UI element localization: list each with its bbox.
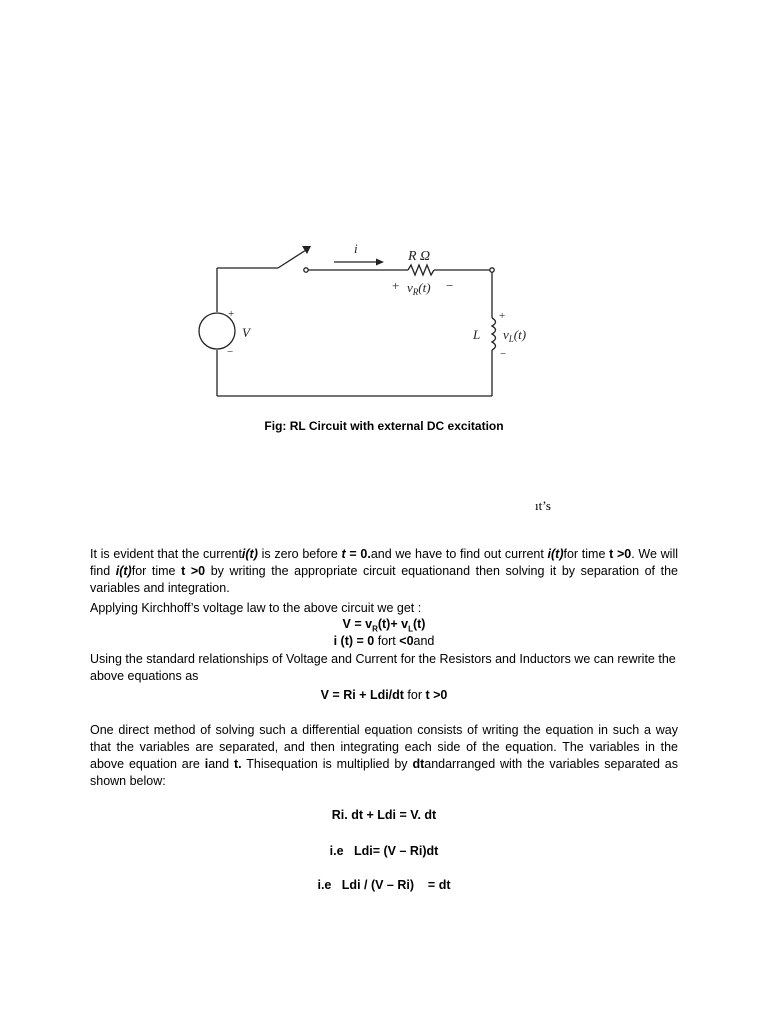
source-label: V bbox=[242, 325, 250, 340]
equation-differential: V = Ri + Ldi/dt for t >0 bbox=[320, 688, 448, 702]
equation-initial-condition: i (t) = 0 fort <0and bbox=[333, 634, 435, 648]
resistor-symbol bbox=[408, 265, 434, 275]
equation-separated-3: i.e Ldi / (V – Ri) = dt bbox=[317, 878, 451, 892]
paragraph-method: One direct method of solving such a differential equation consists of writing the equation in such a way that the variables are separated, and then integrating each side of the equation. The variables in the above equation are iand t. Thisequation is multiplied by dtandarranged with the variables separated as shown below: bbox=[90, 723, 678, 788]
paragraph-relationships: Using the standard relationships of Voltage and Current for the Resistors and Inductors we can rewrite the above equations as bbox=[90, 652, 676, 683]
switch-arrow-icon bbox=[302, 246, 311, 254]
resistor-label: R Ω bbox=[408, 249, 431, 264]
current-arrow-icon bbox=[376, 259, 384, 266]
terminal-node bbox=[490, 268, 494, 272]
source-minus-sign: − bbox=[227, 346, 234, 358]
switch-blade bbox=[278, 250, 306, 268]
vr-minus-sign: − bbox=[446, 278, 454, 293]
stray-text: ıt’s bbox=[535, 498, 551, 513]
inductor-label: L bbox=[473, 327, 481, 342]
inductor-symbol bbox=[492, 318, 496, 350]
vl-label: $v_L(t)$ bbox=[503, 327, 527, 344]
figure-caption: Fig: RL Circuit with external DC excitation bbox=[264, 419, 504, 433]
current-label: i bbox=[354, 241, 358, 256]
equation-kvl: $V = v_R(t)+ v_L(t)$ bbox=[342, 617, 426, 634]
vr-plus-sign: + bbox=[392, 278, 400, 293]
paragraph-intro: It is evident that the currenti(t) is zero before t = 0.and we have to find out current i(t)for time t >0. We will find i(t)for time t >0 by writing the appropriate circuit equationand then solving it by separation of the variables and integration. bbox=[90, 547, 678, 595]
equation-separated-1: Ri. dt + Ldi = V. dt bbox=[331, 808, 437, 822]
source-plus-sign: + bbox=[228, 308, 235, 320]
vr-label: $v_R(t)$ bbox=[407, 280, 431, 297]
vl-plus-sign: + bbox=[499, 310, 506, 322]
vl-minus-sign: − bbox=[500, 348, 507, 360]
kvl-line: Applying Kirchhoff’s voltage law to the above circuit we get : bbox=[90, 601, 422, 615]
switch-contact bbox=[304, 268, 308, 272]
rl-circuit-diagram bbox=[190, 238, 550, 408]
equation-separated-2: i.e Ldi= (V – Ri)dt bbox=[329, 844, 439, 858]
